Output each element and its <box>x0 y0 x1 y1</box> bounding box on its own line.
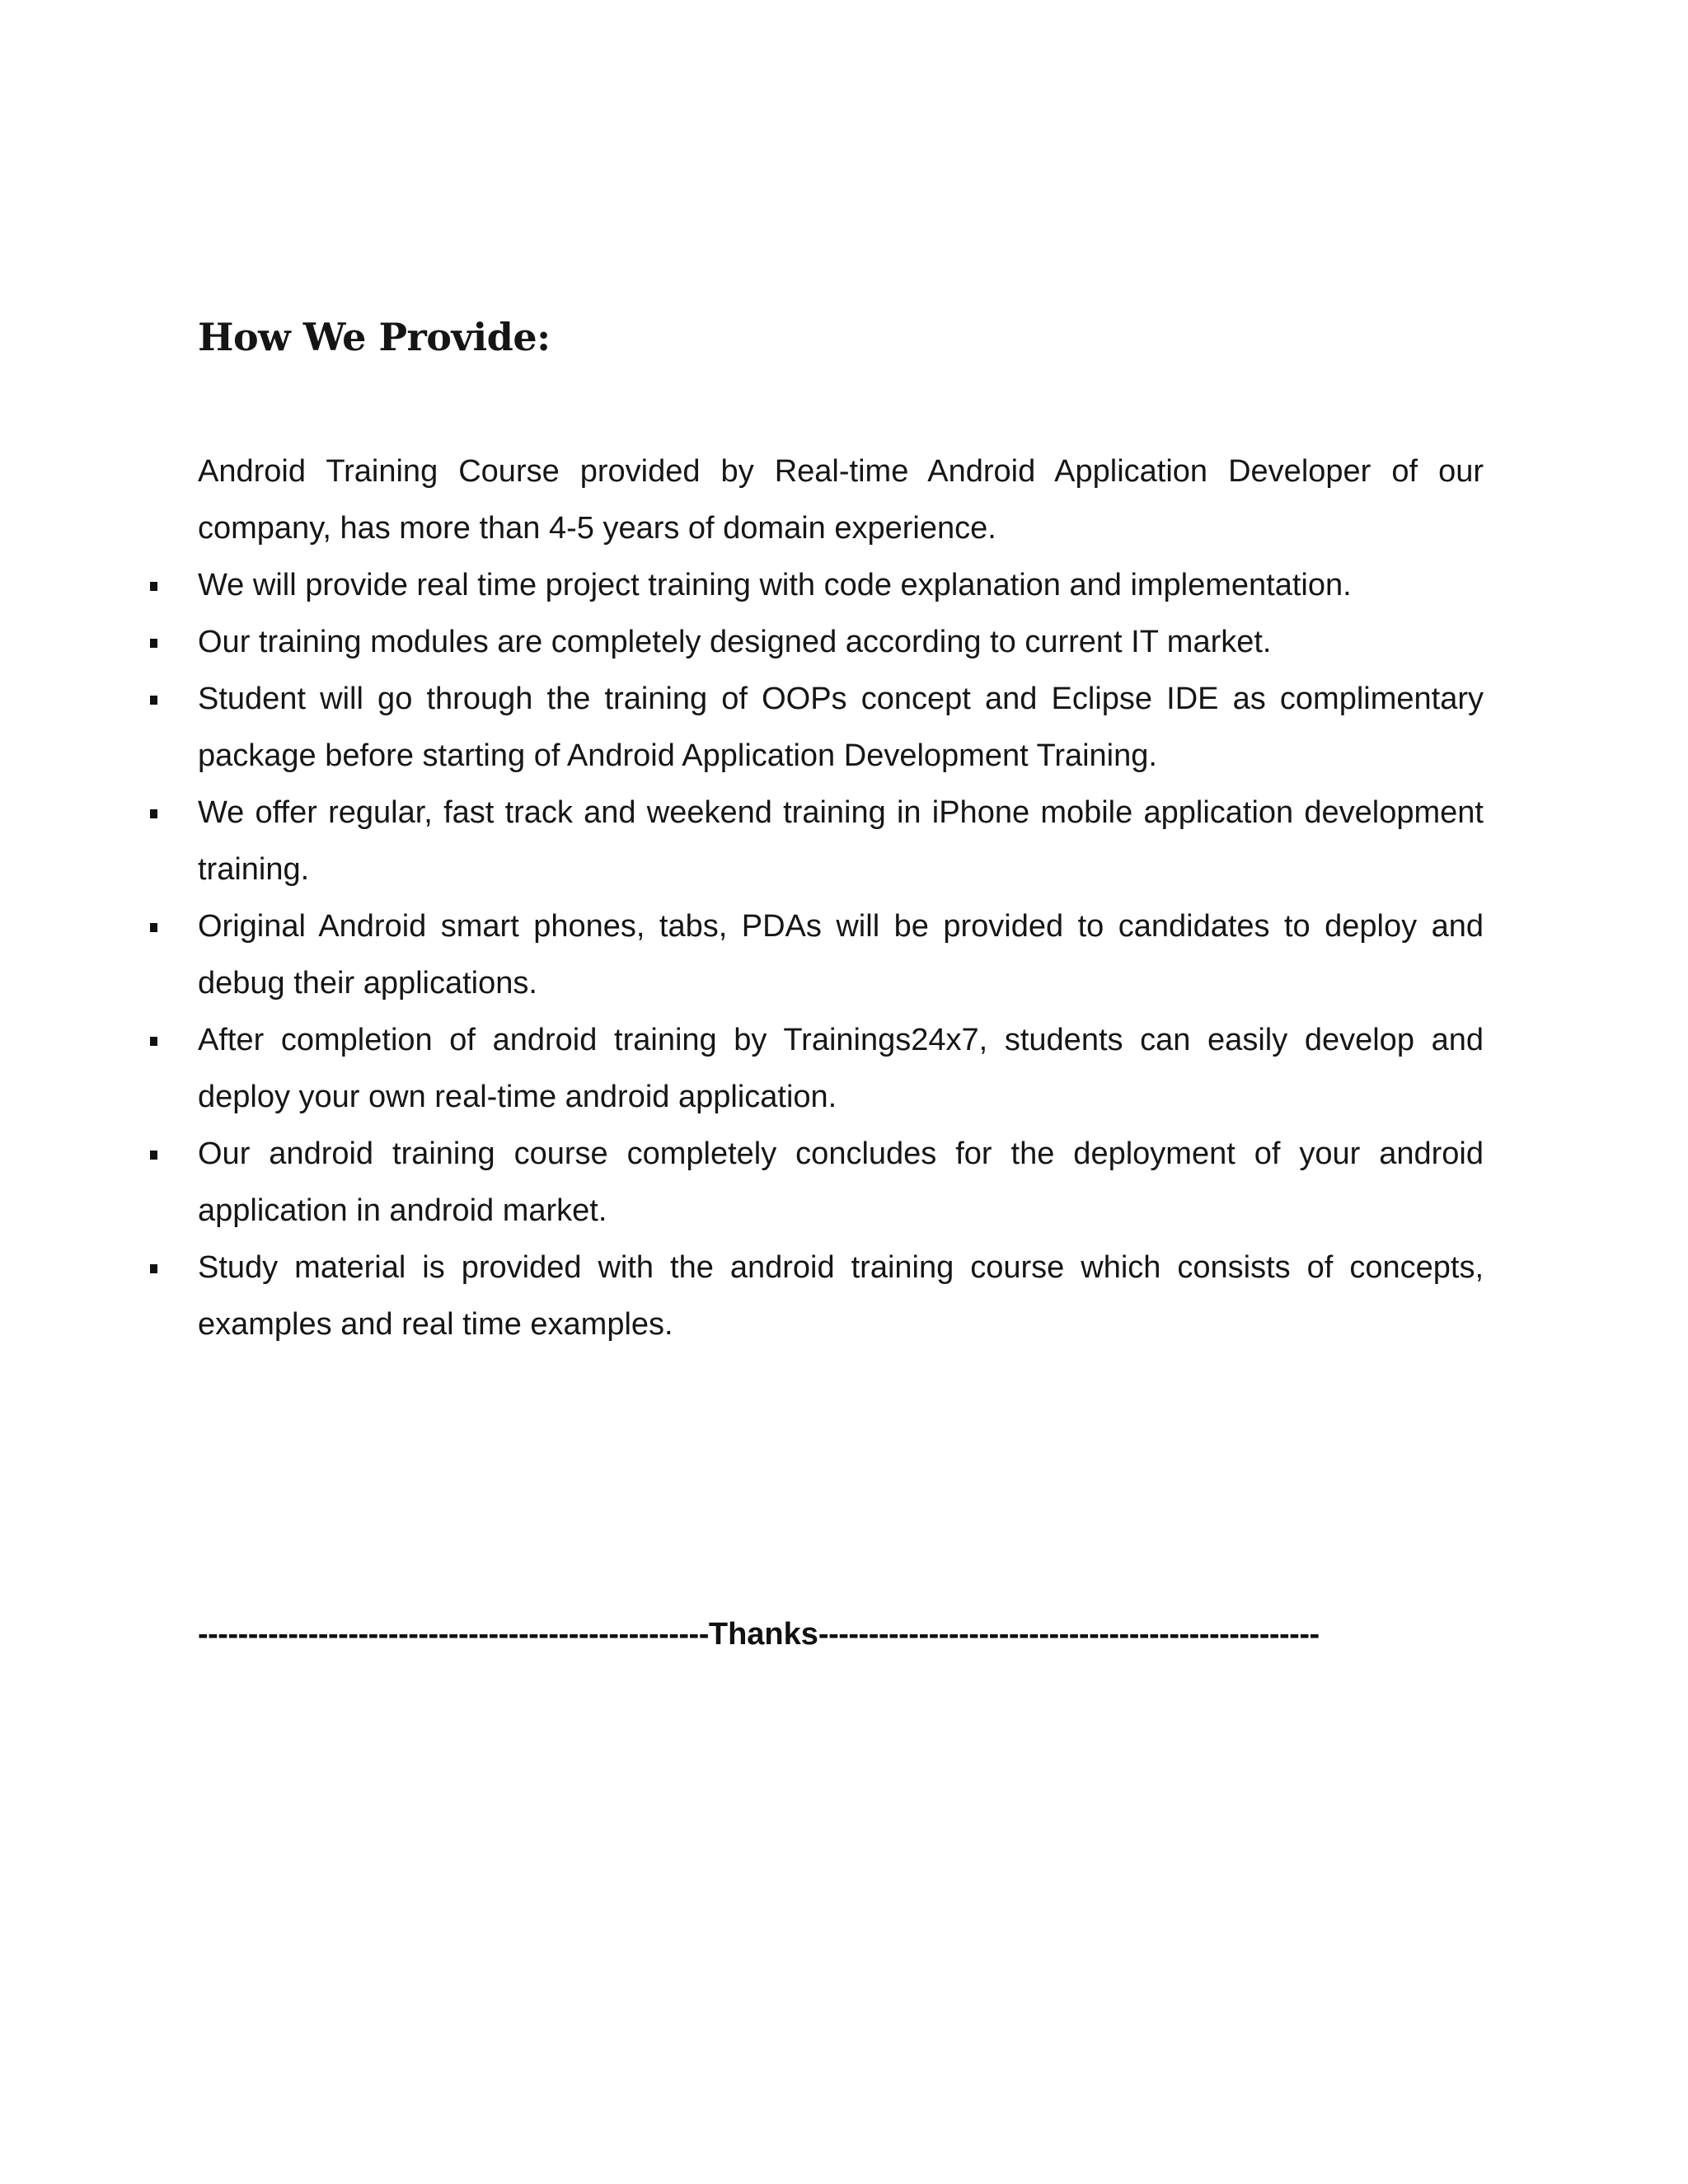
list-item <box>198 785 1484 898</box>
list-item <box>198 614 1484 671</box>
intro-paragraph: Android Training Course provided by Real-time Android Application Developer of our company, has more than 4-5 years of domain experience. <box>198 454 1484 546</box>
square-bullet-icon <box>150 696 157 705</box>
section-heading: How We Provide: <box>198 315 551 359</box>
square-bullet-icon <box>150 639 157 648</box>
list-item-text: We offer regular, fast track and weekend training in iPhone mobile application development training. <box>198 795 1484 887</box>
list-item <box>198 671 1484 785</box>
square-bullet-icon <box>150 1037 157 1046</box>
list-item <box>198 898 1484 1012</box>
list-item-text: Our training modules are completely designed according to current IT market. <box>198 625 1272 659</box>
square-bullet-icon <box>150 582 157 591</box>
list-item-text: Our android training course completely concludes for the deployment of your android application in android market. <box>198 1137 1484 1228</box>
list-item <box>198 1012 1484 1126</box>
right-dash-rule: -------------------------------------------------- <box>818 1617 1320 1652</box>
list-item <box>198 1126 1484 1240</box>
list-item <box>198 557 1484 614</box>
list-item-text: Study material is provided with the android training course which consists of concepts, examples and real time examples. <box>198 1250 1484 1342</box>
square-bullet-icon <box>150 1151 157 1160</box>
left-dash-rule: --------------------------------------------------- <box>198 1617 709 1652</box>
thanks-footer <box>198 1617 1467 1652</box>
square-bullet-icon <box>150 1264 157 1273</box>
list-item-text: After completion of android training by Trainings24x7, students can easily develop and deploy your own real-time android application. <box>198 1023 1484 1114</box>
list-item-text: Original Android smart phones, tabs, PDAs will be provided to candidates to deploy and debug their applications. <box>198 909 1484 1001</box>
list-item-text: Student will go through the training of OOPs concept and Eclipse IDE as complimentary package before starting of Android Application Development Training. <box>198 682 1484 773</box>
content-body <box>198 443 1484 1353</box>
square-bullet-icon <box>150 923 157 932</box>
list-item-text: We will provide real time project training with code explanation and implementation. <box>198 568 1352 602</box>
bullet-list <box>198 557 1484 1353</box>
list-item <box>198 1240 1484 1353</box>
square-bullet-icon <box>150 809 157 818</box>
thanks-label: Thanks <box>708 1617 818 1652</box>
